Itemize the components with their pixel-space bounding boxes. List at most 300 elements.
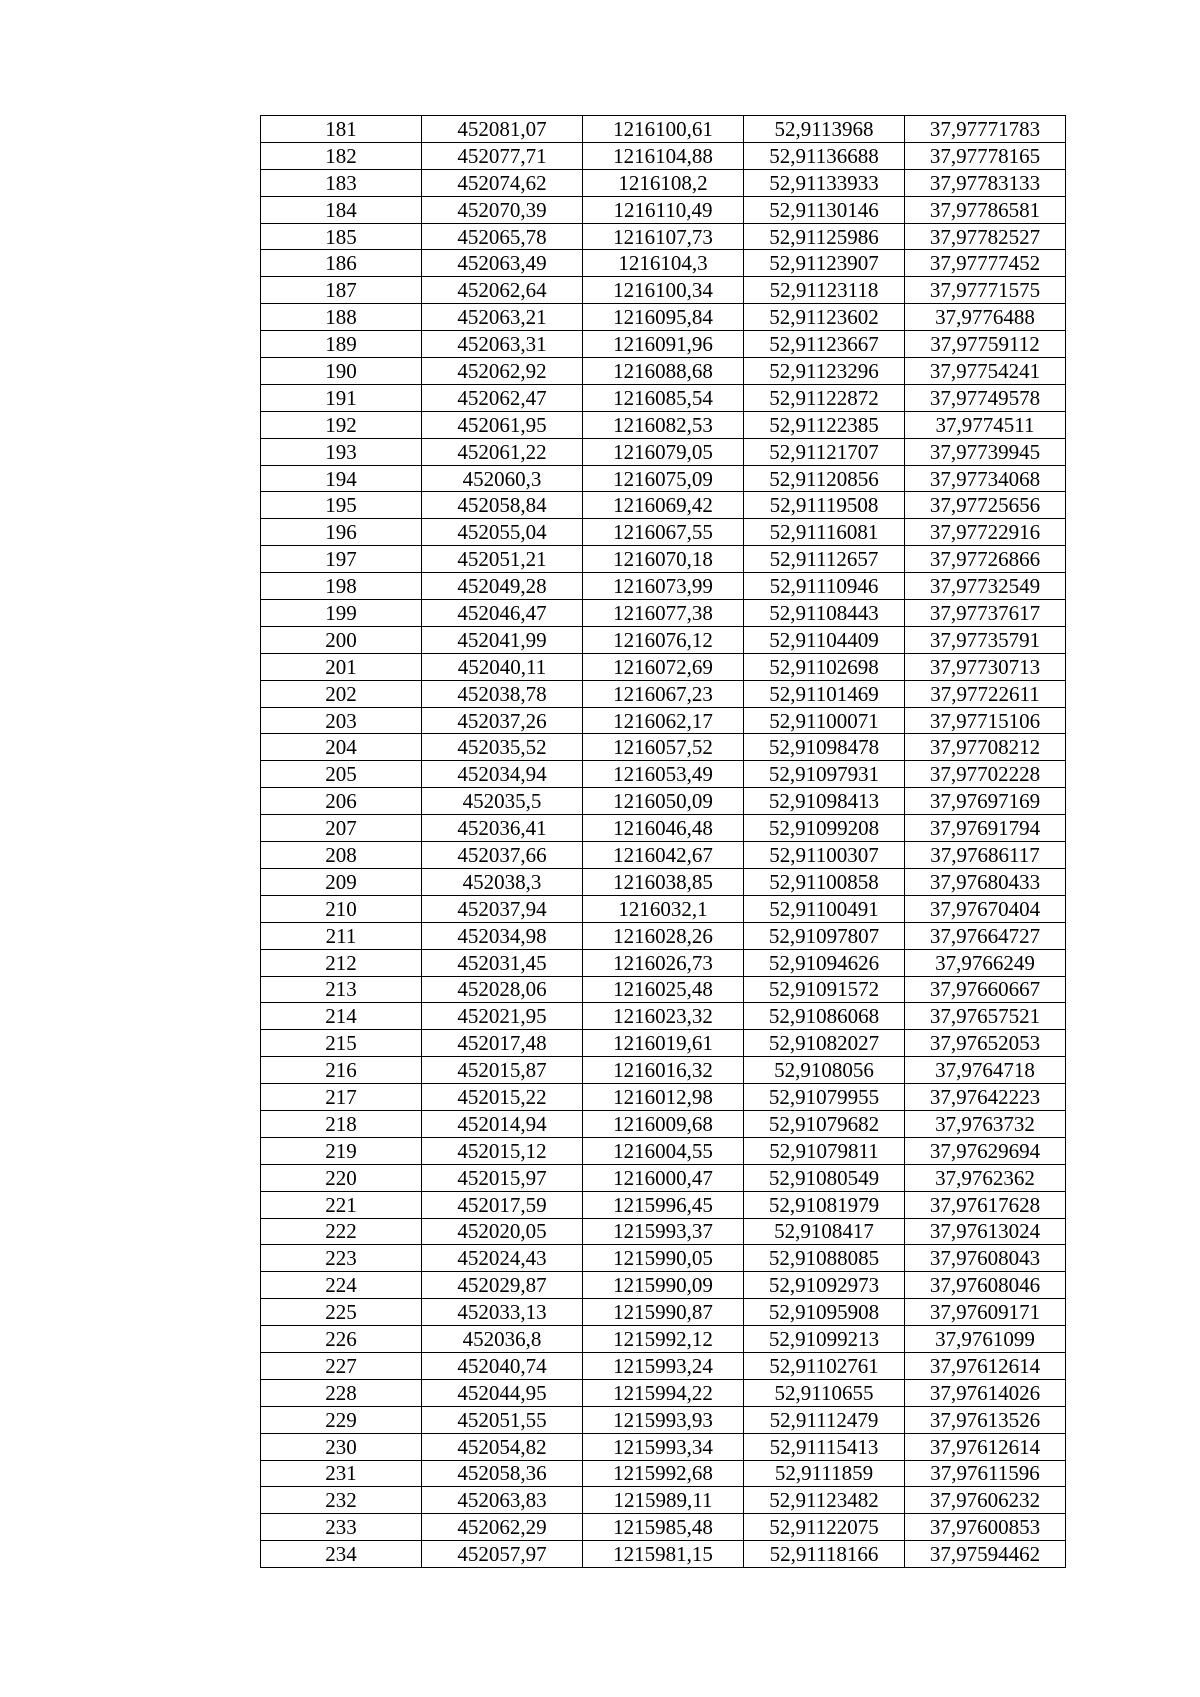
table-row [261, 1003, 1066, 1030]
x-coordinate-cell: 452015,97 [422, 1164, 583, 1191]
longitude-cell: 37,97670404 [905, 895, 1066, 922]
latitude-cell: 52,91099213 [744, 1326, 905, 1353]
table-row [261, 976, 1066, 1003]
table-row [261, 250, 1066, 277]
point-number-cell: 230 [261, 1433, 422, 1460]
longitude-cell: 37,97702228 [905, 761, 1066, 788]
y-coordinate-cell: 1216108,2 [583, 169, 744, 196]
x-coordinate-cell: 452017,59 [422, 1191, 583, 1218]
latitude-cell: 52,91098413 [744, 788, 905, 815]
longitude-cell: 37,97708212 [905, 734, 1066, 761]
y-coordinate-cell: 1216046,48 [583, 815, 744, 842]
table-row [261, 1137, 1066, 1164]
latitude-cell: 52,91102761 [744, 1352, 905, 1379]
point-number-cell: 193 [261, 438, 422, 465]
y-coordinate-cell: 1216067,55 [583, 519, 744, 546]
x-coordinate-cell: 452034,98 [422, 922, 583, 949]
x-coordinate-cell: 452015,12 [422, 1137, 583, 1164]
table-row [261, 331, 1066, 358]
table-row [261, 653, 1066, 680]
longitude-cell: 37,97722611 [905, 680, 1066, 707]
x-coordinate-cell: 452037,94 [422, 895, 583, 922]
coordinates-table [260, 115, 1066, 1568]
point-number-cell: 224 [261, 1272, 422, 1299]
longitude-cell: 37,97660667 [905, 976, 1066, 1003]
latitude-cell: 52,91079682 [744, 1110, 905, 1137]
y-coordinate-cell: 1215990,87 [583, 1299, 744, 1326]
x-coordinate-cell: 452060,3 [422, 465, 583, 492]
table-row [261, 519, 1066, 546]
latitude-cell: 52,91118166 [744, 1541, 905, 1568]
table-row [261, 1084, 1066, 1111]
point-number-cell: 196 [261, 519, 422, 546]
point-number-cell: 221 [261, 1191, 422, 1218]
point-number-cell: 201 [261, 653, 422, 680]
y-coordinate-cell: 1216012,98 [583, 1084, 744, 1111]
latitude-cell: 52,91079955 [744, 1084, 905, 1111]
latitude-cell: 52,91116081 [744, 519, 905, 546]
longitude-cell: 37,97652053 [905, 1030, 1066, 1057]
point-number-cell: 190 [261, 358, 422, 385]
latitude-cell: 52,91086068 [744, 1003, 905, 1030]
latitude-cell: 52,91088085 [744, 1245, 905, 1272]
table-row [261, 1460, 1066, 1487]
latitude-cell: 52,91123907 [744, 250, 905, 277]
y-coordinate-cell: 1216088,68 [583, 358, 744, 385]
y-coordinate-cell: 1216025,48 [583, 976, 744, 1003]
longitude-cell: 37,97606232 [905, 1487, 1066, 1514]
latitude-cell: 52,91120856 [744, 465, 905, 492]
y-coordinate-cell: 1215993,37 [583, 1218, 744, 1245]
point-number-cell: 212 [261, 949, 422, 976]
longitude-cell: 37,97617628 [905, 1191, 1066, 1218]
x-coordinate-cell: 452020,05 [422, 1218, 583, 1245]
point-number-cell: 184 [261, 196, 422, 223]
point-number-cell: 217 [261, 1084, 422, 1111]
y-coordinate-cell: 1216026,73 [583, 949, 744, 976]
table-row [261, 1352, 1066, 1379]
y-coordinate-cell: 1216085,54 [583, 384, 744, 411]
latitude-cell: 52,91123602 [744, 304, 905, 331]
point-number-cell: 188 [261, 304, 422, 331]
latitude-cell: 52,91130146 [744, 196, 905, 223]
point-number-cell: 214 [261, 1003, 422, 1030]
y-coordinate-cell: 1216019,61 [583, 1030, 744, 1057]
x-coordinate-cell: 452055,04 [422, 519, 583, 546]
point-number-cell: 225 [261, 1299, 422, 1326]
y-coordinate-cell: 1216104,88 [583, 142, 744, 169]
point-number-cell: 202 [261, 680, 422, 707]
latitude-cell: 52,91112657 [744, 546, 905, 573]
latitude-cell: 52,91115413 [744, 1433, 905, 1460]
point-number-cell: 186 [261, 250, 422, 277]
x-coordinate-cell: 452070,39 [422, 196, 583, 223]
y-coordinate-cell: 1216042,67 [583, 842, 744, 869]
point-number-cell: 227 [261, 1352, 422, 1379]
x-coordinate-cell: 452058,84 [422, 492, 583, 519]
latitude-cell: 52,91100858 [744, 868, 905, 895]
latitude-cell: 52,91122075 [744, 1514, 905, 1541]
latitude-cell: 52,91110946 [744, 573, 905, 600]
point-number-cell: 206 [261, 788, 422, 815]
table-row [261, 438, 1066, 465]
y-coordinate-cell: 1216067,23 [583, 680, 744, 707]
longitude-cell: 37,97611596 [905, 1460, 1066, 1487]
point-number-cell: 197 [261, 546, 422, 573]
latitude-cell: 52,91112479 [744, 1406, 905, 1433]
point-number-cell: 216 [261, 1057, 422, 1084]
y-coordinate-cell: 1215981,15 [583, 1541, 744, 1568]
point-number-cell: 223 [261, 1245, 422, 1272]
y-coordinate-cell: 1215985,48 [583, 1514, 744, 1541]
point-number-cell: 199 [261, 600, 422, 627]
table-row [261, 734, 1066, 761]
y-coordinate-cell: 1216069,42 [583, 492, 744, 519]
latitude-cell: 52,91125986 [744, 223, 905, 250]
point-number-cell: 204 [261, 734, 422, 761]
table-row [261, 815, 1066, 842]
point-number-cell: 232 [261, 1487, 422, 1514]
table-row [261, 1541, 1066, 1568]
y-coordinate-cell: 1216016,32 [583, 1057, 744, 1084]
x-coordinate-cell: 452017,48 [422, 1030, 583, 1057]
x-coordinate-cell: 452015,22 [422, 1084, 583, 1111]
longitude-cell: 37,97680433 [905, 868, 1066, 895]
longitude-cell: 37,97612614 [905, 1352, 1066, 1379]
table-row [261, 626, 1066, 653]
table-row [261, 1433, 1066, 1460]
y-coordinate-cell: 1216028,26 [583, 922, 744, 949]
table-row [261, 1406, 1066, 1433]
point-number-cell: 181 [261, 116, 422, 143]
longitude-cell: 37,97609171 [905, 1299, 1066, 1326]
latitude-cell: 52,91122872 [744, 384, 905, 411]
longitude-cell: 37,97613024 [905, 1218, 1066, 1245]
longitude-cell: 37,97778165 [905, 142, 1066, 169]
y-coordinate-cell: 1215990,05 [583, 1245, 744, 1272]
table-row [261, 1030, 1066, 1057]
point-number-cell: 192 [261, 411, 422, 438]
longitude-cell: 37,97786581 [905, 196, 1066, 223]
x-coordinate-cell: 452029,87 [422, 1272, 583, 1299]
table-row [261, 169, 1066, 196]
point-number-cell: 226 [261, 1326, 422, 1353]
latitude-cell: 52,91095908 [744, 1299, 905, 1326]
longitude-cell: 37,97686117 [905, 842, 1066, 869]
point-number-cell: 210 [261, 895, 422, 922]
table-row [261, 411, 1066, 438]
x-coordinate-cell: 452037,66 [422, 842, 583, 869]
point-number-cell: 220 [261, 1164, 422, 1191]
latitude-cell: 52,91092973 [744, 1272, 905, 1299]
latitude-cell: 52,91122385 [744, 411, 905, 438]
latitude-cell: 52,91098478 [744, 734, 905, 761]
x-coordinate-cell: 452054,82 [422, 1433, 583, 1460]
longitude-cell: 37,97754241 [905, 358, 1066, 385]
longitude-cell: 37,9764718 [905, 1057, 1066, 1084]
table-row [261, 1272, 1066, 1299]
y-coordinate-cell: 1216062,17 [583, 707, 744, 734]
y-coordinate-cell: 1215994,22 [583, 1379, 744, 1406]
longitude-cell: 37,9774511 [905, 411, 1066, 438]
longitude-cell: 37,97783133 [905, 169, 1066, 196]
y-coordinate-cell: 1216077,38 [583, 600, 744, 627]
longitude-cell: 37,97612614 [905, 1433, 1066, 1460]
x-coordinate-cell: 452063,21 [422, 304, 583, 331]
table-row [261, 492, 1066, 519]
x-coordinate-cell: 452051,21 [422, 546, 583, 573]
table-row [261, 761, 1066, 788]
x-coordinate-cell: 452035,5 [422, 788, 583, 815]
point-number-cell: 203 [261, 707, 422, 734]
x-coordinate-cell: 452081,07 [422, 116, 583, 143]
point-number-cell: 213 [261, 976, 422, 1003]
table-row [261, 1218, 1066, 1245]
point-number-cell: 189 [261, 331, 422, 358]
latitude-cell: 52,91123118 [744, 277, 905, 304]
latitude-cell: 52,91102698 [744, 653, 905, 680]
x-coordinate-cell: 452040,74 [422, 1352, 583, 1379]
longitude-cell: 37,97749578 [905, 384, 1066, 411]
latitude-cell: 52,9108056 [744, 1057, 905, 1084]
point-number-cell: 195 [261, 492, 422, 519]
latitude-cell: 52,91133933 [744, 169, 905, 196]
longitude-cell: 37,97642223 [905, 1084, 1066, 1111]
longitude-cell: 37,97771783 [905, 116, 1066, 143]
longitude-cell: 37,97715106 [905, 707, 1066, 734]
latitude-cell: 52,91082027 [744, 1030, 905, 1057]
point-number-cell: 234 [261, 1541, 422, 1568]
table-row [261, 1379, 1066, 1406]
longitude-cell: 37,9763732 [905, 1110, 1066, 1137]
table-row [261, 546, 1066, 573]
coordinates-table-body [261, 116, 1066, 1568]
longitude-cell: 37,97777452 [905, 250, 1066, 277]
y-coordinate-cell: 1215996,45 [583, 1191, 744, 1218]
latitude-cell: 52,91080549 [744, 1164, 905, 1191]
latitude-cell: 52,91099208 [744, 815, 905, 842]
point-number-cell: 185 [261, 223, 422, 250]
x-coordinate-cell: 452044,95 [422, 1379, 583, 1406]
longitude-cell: 37,9761099 [905, 1326, 1066, 1353]
table-row [261, 1191, 1066, 1218]
latitude-cell: 52,91123482 [744, 1487, 905, 1514]
table-row [261, 922, 1066, 949]
longitude-cell: 37,97732549 [905, 573, 1066, 600]
x-coordinate-cell: 452063,83 [422, 1487, 583, 1514]
x-coordinate-cell: 452038,78 [422, 680, 583, 707]
point-number-cell: 200 [261, 626, 422, 653]
y-coordinate-cell: 1216100,34 [583, 277, 744, 304]
longitude-cell: 37,97739945 [905, 438, 1066, 465]
y-coordinate-cell: 1216070,18 [583, 546, 744, 573]
x-coordinate-cell: 452034,94 [422, 761, 583, 788]
y-coordinate-cell: 1216050,09 [583, 788, 744, 815]
table-row [261, 1057, 1066, 1084]
x-coordinate-cell: 452063,31 [422, 331, 583, 358]
table-row [261, 223, 1066, 250]
y-coordinate-cell: 1216104,3 [583, 250, 744, 277]
latitude-cell: 52,91100491 [744, 895, 905, 922]
y-coordinate-cell: 1215993,93 [583, 1406, 744, 1433]
x-coordinate-cell: 452036,8 [422, 1326, 583, 1353]
x-coordinate-cell: 452031,45 [422, 949, 583, 976]
point-number-cell: 187 [261, 277, 422, 304]
point-number-cell: 222 [261, 1218, 422, 1245]
point-number-cell: 208 [261, 842, 422, 869]
x-coordinate-cell: 452051,55 [422, 1406, 583, 1433]
longitude-cell: 37,97608043 [905, 1245, 1066, 1272]
table-row [261, 1164, 1066, 1191]
y-coordinate-cell: 1216095,84 [583, 304, 744, 331]
longitude-cell: 37,9766249 [905, 949, 1066, 976]
longitude-cell: 37,97734068 [905, 465, 1066, 492]
point-number-cell: 215 [261, 1030, 422, 1057]
point-number-cell: 183 [261, 169, 422, 196]
table-row [261, 1487, 1066, 1514]
table-row [261, 842, 1066, 869]
x-coordinate-cell: 452058,36 [422, 1460, 583, 1487]
longitude-cell: 37,97614026 [905, 1379, 1066, 1406]
x-coordinate-cell: 452074,62 [422, 169, 583, 196]
latitude-cell: 52,9110655 [744, 1379, 905, 1406]
x-coordinate-cell: 452037,26 [422, 707, 583, 734]
point-number-cell: 219 [261, 1137, 422, 1164]
y-coordinate-cell: 1216107,73 [583, 223, 744, 250]
x-coordinate-cell: 452015,87 [422, 1057, 583, 1084]
x-coordinate-cell: 452014,94 [422, 1110, 583, 1137]
latitude-cell: 52,91123667 [744, 331, 905, 358]
x-coordinate-cell: 452062,29 [422, 1514, 583, 1541]
x-coordinate-cell: 452028,06 [422, 976, 583, 1003]
y-coordinate-cell: 1216100,61 [583, 116, 744, 143]
point-number-cell: 207 [261, 815, 422, 842]
point-number-cell: 231 [261, 1460, 422, 1487]
table-row [261, 680, 1066, 707]
latitude-cell: 52,91097807 [744, 922, 905, 949]
longitude-cell: 37,97608046 [905, 1272, 1066, 1299]
y-coordinate-cell: 1216038,85 [583, 868, 744, 895]
point-number-cell: 191 [261, 384, 422, 411]
point-number-cell: 182 [261, 142, 422, 169]
y-coordinate-cell: 1216023,32 [583, 1003, 744, 1030]
x-coordinate-cell: 452057,97 [422, 1541, 583, 1568]
longitude-cell: 37,97664727 [905, 922, 1066, 949]
latitude-cell: 52,9108417 [744, 1218, 905, 1245]
table-row [261, 868, 1066, 895]
y-coordinate-cell: 1216091,96 [583, 331, 744, 358]
table-row [261, 895, 1066, 922]
y-coordinate-cell: 1216009,68 [583, 1110, 744, 1137]
y-coordinate-cell: 1216032,1 [583, 895, 744, 922]
longitude-cell: 37,97600853 [905, 1514, 1066, 1541]
latitude-cell: 52,91100071 [744, 707, 905, 734]
x-coordinate-cell: 452036,41 [422, 815, 583, 842]
point-number-cell: 218 [261, 1110, 422, 1137]
latitude-cell: 52,91104409 [744, 626, 905, 653]
point-number-cell: 194 [261, 465, 422, 492]
y-coordinate-cell: 1216110,49 [583, 196, 744, 223]
table-row [261, 1245, 1066, 1272]
x-coordinate-cell: 452063,49 [422, 250, 583, 277]
table-row [261, 116, 1066, 143]
latitude-cell: 52,91123296 [744, 358, 905, 385]
x-coordinate-cell: 452062,64 [422, 277, 583, 304]
y-coordinate-cell: 1216075,09 [583, 465, 744, 492]
latitude-cell: 52,91121707 [744, 438, 905, 465]
longitude-cell: 37,97697169 [905, 788, 1066, 815]
latitude-cell: 52,91097931 [744, 761, 905, 788]
y-coordinate-cell: 1216082,53 [583, 411, 744, 438]
longitude-cell: 37,97657521 [905, 1003, 1066, 1030]
longitude-cell: 37,97629694 [905, 1137, 1066, 1164]
x-coordinate-cell: 452021,95 [422, 1003, 583, 1030]
longitude-cell: 37,97771575 [905, 277, 1066, 304]
y-coordinate-cell: 1215990,09 [583, 1272, 744, 1299]
table-row [261, 600, 1066, 627]
longitude-cell: 37,9776488 [905, 304, 1066, 331]
latitude-cell: 52,91108443 [744, 600, 905, 627]
y-coordinate-cell: 1216079,05 [583, 438, 744, 465]
y-coordinate-cell: 1216057,52 [583, 734, 744, 761]
longitude-cell: 37,97759112 [905, 331, 1066, 358]
x-coordinate-cell: 452038,3 [422, 868, 583, 895]
table-row [261, 1326, 1066, 1353]
latitude-cell: 52,91136688 [744, 142, 905, 169]
table-row [261, 1299, 1066, 1326]
point-number-cell: 205 [261, 761, 422, 788]
y-coordinate-cell: 1216053,49 [583, 761, 744, 788]
x-coordinate-cell: 452077,71 [422, 142, 583, 169]
point-number-cell: 209 [261, 868, 422, 895]
x-coordinate-cell: 452046,47 [422, 600, 583, 627]
table-row [261, 465, 1066, 492]
longitude-cell: 37,97726866 [905, 546, 1066, 573]
table-row [261, 788, 1066, 815]
longitude-cell: 37,97594462 [905, 1541, 1066, 1568]
table-row [261, 1110, 1066, 1137]
y-coordinate-cell: 1216000,47 [583, 1164, 744, 1191]
latitude-cell: 52,91079811 [744, 1137, 905, 1164]
x-coordinate-cell: 452041,99 [422, 626, 583, 653]
y-coordinate-cell: 1215993,34 [583, 1433, 744, 1460]
table-row [261, 304, 1066, 331]
point-number-cell: 228 [261, 1379, 422, 1406]
latitude-cell: 52,91119508 [744, 492, 905, 519]
y-coordinate-cell: 1215992,68 [583, 1460, 744, 1487]
point-number-cell: 233 [261, 1514, 422, 1541]
longitude-cell: 37,9762362 [905, 1164, 1066, 1191]
table-row [261, 1514, 1066, 1541]
point-number-cell: 198 [261, 573, 422, 600]
table-row [261, 384, 1066, 411]
point-number-cell: 211 [261, 922, 422, 949]
table-row [261, 573, 1066, 600]
y-coordinate-cell: 1216004,55 [583, 1137, 744, 1164]
y-coordinate-cell: 1215993,24 [583, 1352, 744, 1379]
longitude-cell: 37,97722916 [905, 519, 1066, 546]
longitude-cell: 37,97737617 [905, 600, 1066, 627]
table-row [261, 358, 1066, 385]
x-coordinate-cell: 452033,13 [422, 1299, 583, 1326]
latitude-cell: 52,9111859 [744, 1460, 905, 1487]
latitude-cell: 52,9113968 [744, 116, 905, 143]
x-coordinate-cell: 452065,78 [422, 223, 583, 250]
x-coordinate-cell: 452035,52 [422, 734, 583, 761]
y-coordinate-cell: 1216073,99 [583, 573, 744, 600]
point-number-cell: 229 [261, 1406, 422, 1433]
latitude-cell: 52,91100307 [744, 842, 905, 869]
